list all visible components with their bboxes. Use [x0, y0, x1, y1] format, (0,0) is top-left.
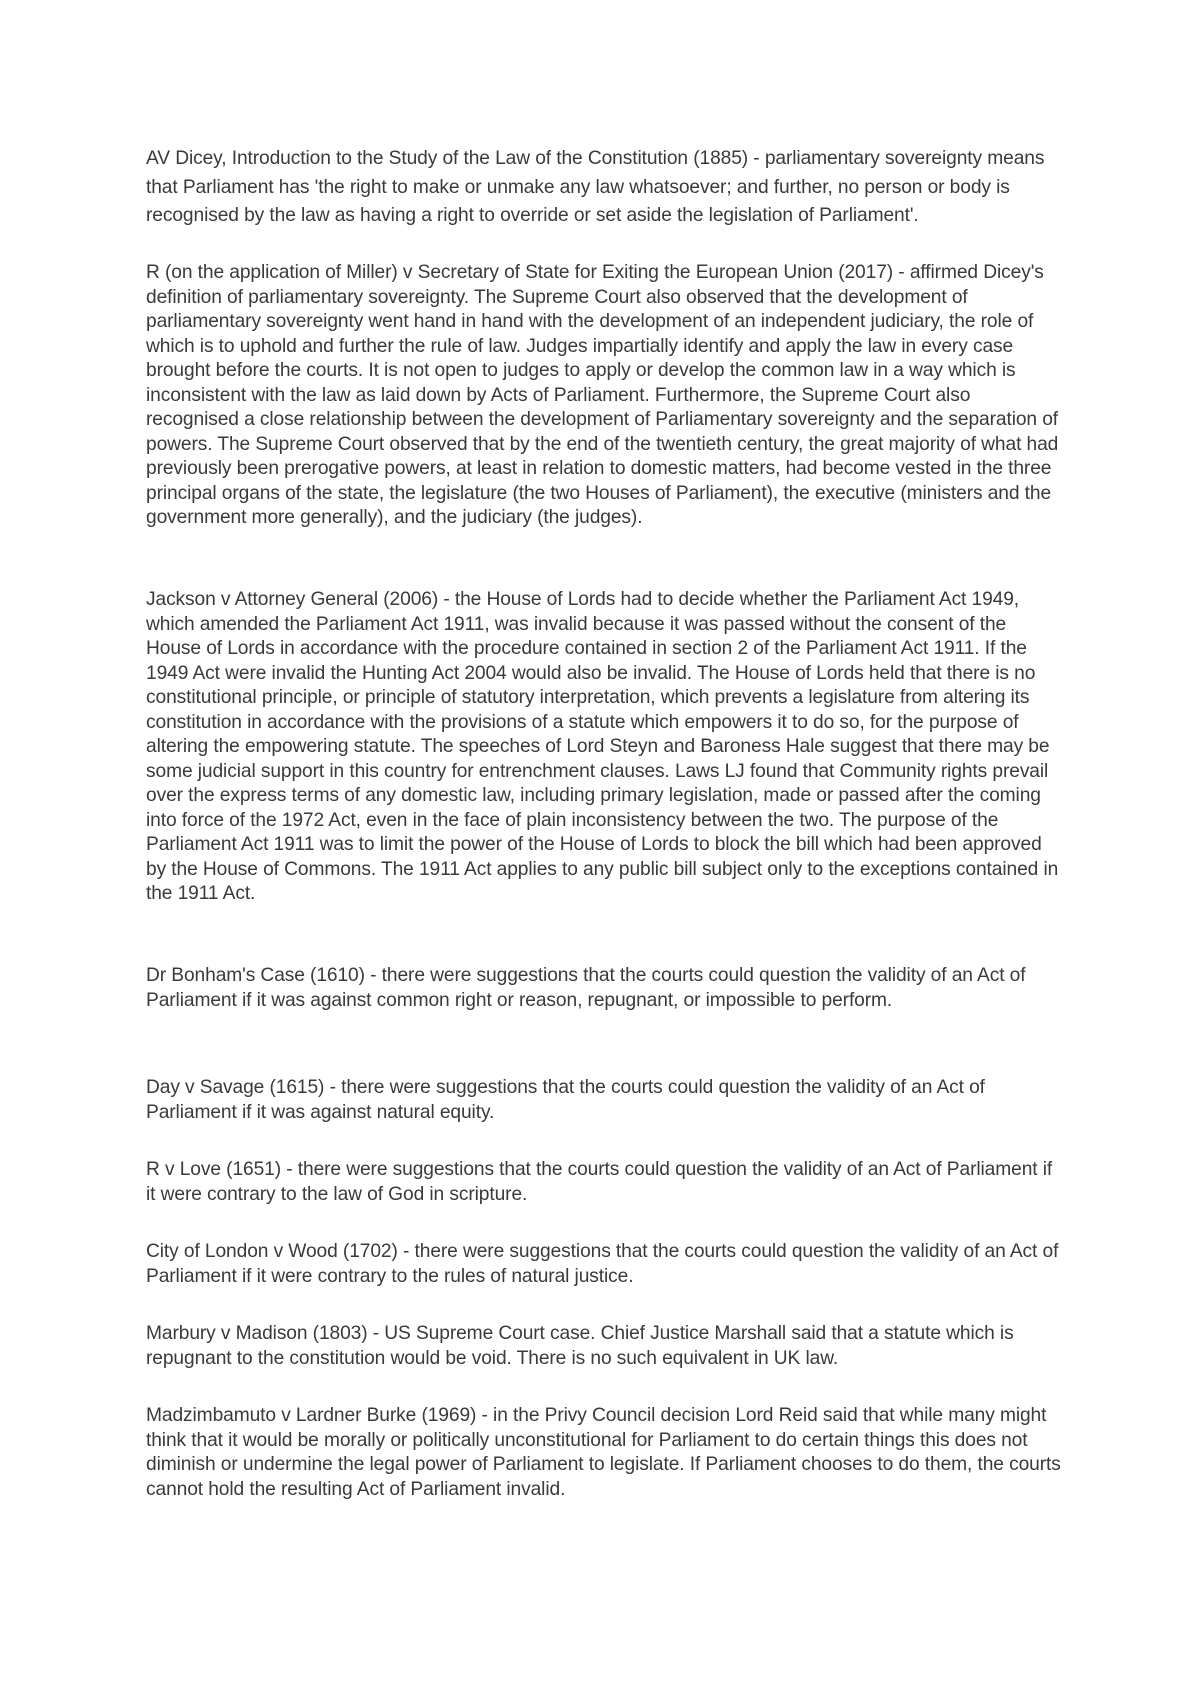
paragraph-dr-bonham: Dr Bonham's Case (1610) - there were suggestions that the courts could question the validity of an Act of Parliament if it was against common right or reason, repugnant, or impossible to perform. [146, 965, 1026, 1011]
paragraph-day-v-savage: Day v Savage (1615) - there were suggestions that the courts could question the validity of an Act of Parliament if it was against natural equity. [146, 1077, 985, 1123]
paragraph-madzimbamuto: Madzimbamuto v Lardner Burke (1969) - in the Privy Council decision Lord Reid said that while many might think that it would be morally or politically unconstitutional for Parliament to do certain things this does not diminish or undermine the legal power of Parliament to legislate. If Parliament chooses to do them, the courts cannot hold the resulting Act of Parliament invalid. [146, 1405, 1061, 1500]
paragraph-jackson: Jackson v Attorney General (2006) - the House of Lords had to decide whether the Parliament Act 1949, which amended the Parliament Act 1911, was invalid because it was passed without the consent of the House of Lords in accordance with the procedure contained in section 2 of the Parliament Act 1911. If the 1949 Act were invalid the Hunting Act 2004 would also be invalid. The House of Lords held that there is no constitutional principle, or principle of statutory interpretation, which prevents a legislature from altering its constitution in accordance with the provisions of a statute which empowers it to do so, for the purpose of altering the empowering statute. The speeches of Lord Steyn and Baroness Hale suggest that there may be some judicial support in this country for entrenchment clauses. Laws LJ found that Community rights prevail over the express terms of any domestic law, including primary legislation, made or passed after the coming into force of the 1972 Act, even in the face of plain inconsistency between the two. The purpose of the Parliament Act 1911 was to limit the power of the House of Lords to block the bill which had been approved by the House of Commons. The 1911 Act applies to any public bill subject only to the exceptions contained in the 1911 Act. [146, 589, 1059, 904]
paragraph-marbury: Marbury v Madison (1803) - US Supreme Court case. Chief Justice Marshall said that a statute which is repugnant to the constitution would be void. There is no such equivalent in UK law. [146, 1323, 1014, 1369]
paragraph-dicey: AV Dicey, Introduction to the Study of the Law of the Constitution (1885) - parliamentary sovereignty means that Parliament has 'the right to make or unmake any law whatsoever; and further, no person or body is recognised by the law as having a right to override or set aside the legislation of Parliament'. [146, 148, 1045, 226]
paragraph-city-of-london: City of London v Wood (1702) - there were suggestions that the courts could question the validity of an Act of Parliament if it were contrary to the rules of natural justice. [146, 1241, 1059, 1287]
paragraph-r-v-love: R v Love (1651) - there were suggestions that the courts could question the validity of an Act of Parliament if it were contrary to the law of God in scripture. [146, 1159, 1053, 1205]
paragraph-miller: R (on the application of Miller) v Secretary of State for Exiting the European Union (2017) - affirmed Dicey's definition of parliamentary sovereignty. The Supreme Court also observed that the development of parliamentary sovereignty went hand in hand with the development of an independent judiciary, the role of which is to uphold and further the rule of law. Judges impartially identify and apply the law in every case brought before the courts. It is not open to judges to apply or develop the common law in a way which is inconsistent with the law as laid down by Acts of Parliament. Furthermore, the Supreme Court also recognised a close relationship between the development of Parliamentary sovereignty and the separation of powers. The Supreme Court observed that by the end of the twentieth century, the great majority of what had previously been prerogative powers, at least in relation to domestic matters, had become vested in the three principal organs of the state, the legislature (the two Houses of Parliament), the executive (ministers and the government more generally), and the judiciary (the judges). [146, 262, 1059, 528]
